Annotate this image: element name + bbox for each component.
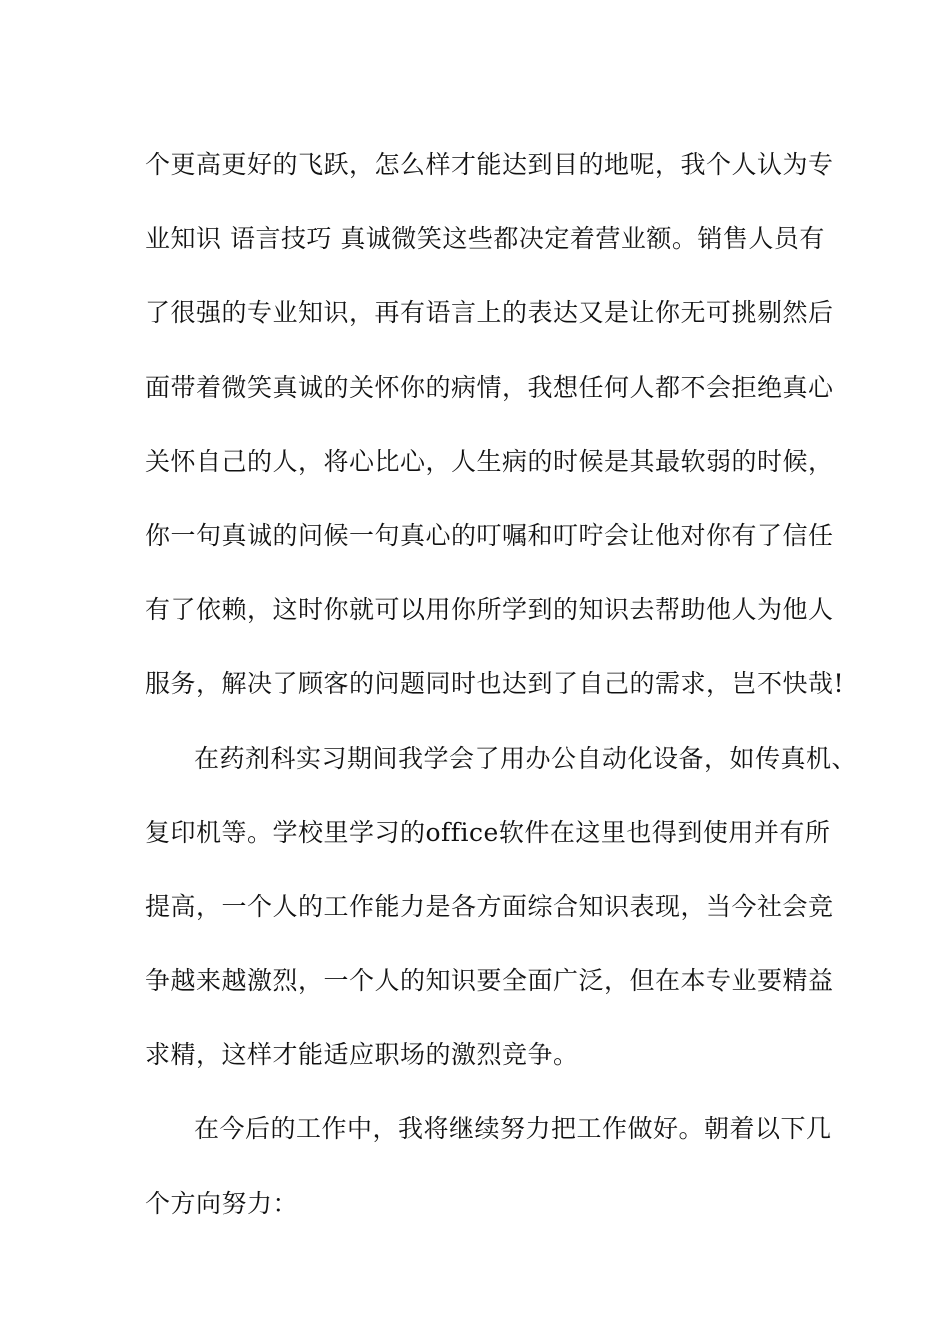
text-line: 有了依赖，这时你就可以用你所学到的知识去帮助他人为他人 [145, 595, 834, 625]
text-line: 了很强的专业知识，再有语言上的表达又是让你无可挑剔然后 [145, 298, 834, 328]
text-line: 复印机等。学校里学习的office软件在这里也得到使用并有所 [145, 817, 831, 847]
document-body [145, 128, 858, 1241]
text-line: 求精，这样才能适应职场的激烈竞争。 [145, 1040, 579, 1070]
text-line: 个方向努力： [145, 1188, 299, 1218]
text-line: 争越来越激烈，一个人的知识要全面广泛，但在本专业要精益 [145, 966, 834, 996]
paragraph-first-line: 在药剂科实习期间我学会了用办公自动化设备，如传真机、 [194, 743, 858, 773]
text-line: 你一句真诚的问候一句真心的叮嘱和叮咛会让他对你有了信任 [145, 520, 834, 550]
text-line: 业知识 语言技巧 真诚微笑这些都决定着营业额。销售人员有 [145, 224, 825, 254]
text-line: 服务，解决了顾客的问题同时也达到了自己的需求，岂不快哉! [145, 669, 845, 699]
text-line: 关怀自己的人，将心比心，人生病的时候是其最软弱的时候， [145, 446, 834, 476]
text-line: 面带着微笑真诚的关怀你的病情，我想任何人都不会拒绝真心 [145, 372, 834, 402]
text-line: 提高，一个人的工作能力是各方面综合知识表现，当今社会竞 [145, 891, 834, 921]
text-line: 个更高更好的飞跃，怎么样才能达到目的地呢，我个人认为专 [145, 150, 834, 179]
paragraph-first-line: 在今后的工作中，我将继续努力把工作做好。朝着以下几 [194, 1114, 832, 1144]
